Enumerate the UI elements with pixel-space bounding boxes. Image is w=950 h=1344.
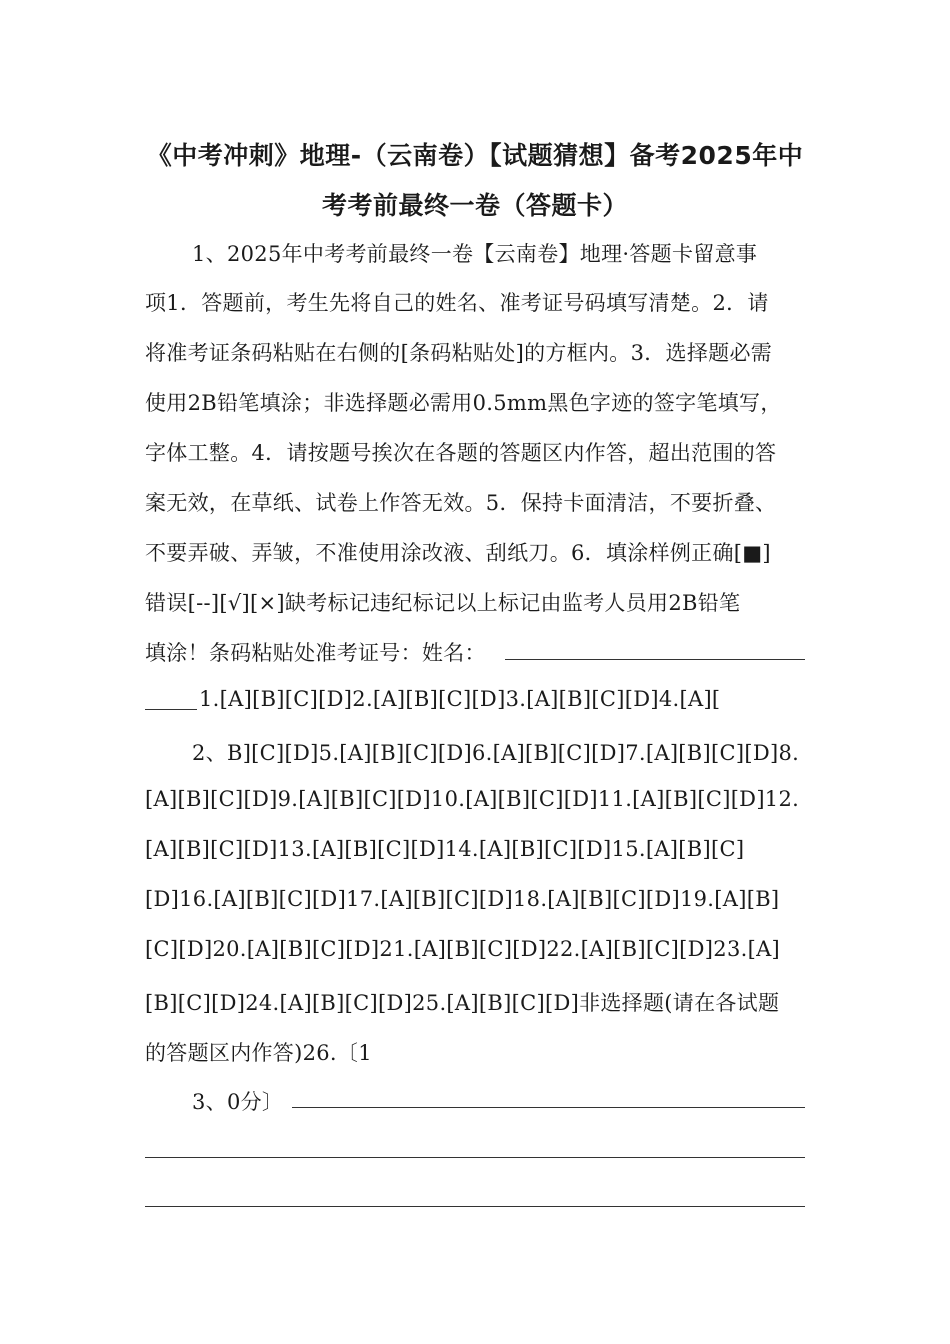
body-line: 1、2025年中考考前最终一卷【云南卷】地理·答题卡留意事	[192, 242, 758, 266]
body-line: 1.[A][B][C][D]2.[A][B][C][D]3.[A][B][C][D]4.[A][	[199, 687, 721, 711]
title-line-1: 《中考冲刺》地理-（云南卷）【试题猜想】备考2025年中	[146, 141, 804, 170]
body-line: 不要弄破、弄皱，不准使用涂改液、刮纸刀。6．填涂样例正确[■]	[145, 541, 771, 565]
body-line: 将准考证条码粘贴在右侧的[条码粘贴处]的方框内。3．选择题必需	[145, 341, 773, 365]
body-line: [A][B][C][D]13.[A][B][C][D]14.[A][B][C][D]15.[A][B][C]	[145, 837, 745, 861]
body-line: 2、B][C][D]5.[A][B][C][D]6.[A][B][C][D]7.[A][B][C][D]8.	[192, 741, 800, 765]
answer-blank-line[interactable]	[292, 1107, 805, 1108]
body-line: 案无效，在草纸、试卷上作答无效。5．保持卡面清洁，不要折叠、	[145, 491, 777, 515]
body-line: 错误[--][√][×]缺考标记违纪标记以上标记由监考人员用2B铅笔	[145, 591, 741, 615]
title-line-2: 考考前最终一卷（答题卡）	[321, 191, 628, 220]
answer-blank-line[interactable]	[145, 1157, 805, 1158]
name-blank-continued[interactable]	[145, 709, 197, 710]
body-line: 使用2B铅笔填涂；非选择题必需用0.5mm黑色字迹的签字笔填写，	[145, 391, 782, 415]
body-line: [B][C][D]24.[A][B][C][D]25.[A][B][C][D]非选择题(请在各试题	[145, 991, 780, 1015]
body-line: 字体工整。4．请按题号挨次在各题的答题区内作答，超出范围的答	[145, 441, 777, 465]
body-line: 填涂！条码粘贴处准考证号：姓名：	[145, 641, 486, 665]
body-line: [A][B][C][D]9.[A][B][C][D]10.[A][B][C][D]11.[A][B][C][D]12.	[145, 787, 800, 811]
name-blank[interactable]	[505, 659, 805, 660]
body-line: 的答题区内作答)26.〔1	[145, 1041, 372, 1065]
body-line: 3、0分〕	[192, 1090, 284, 1114]
answer-blank-line[interactable]	[145, 1206, 805, 1207]
body-line: [C][D]20.[A][B][C][D]21.[A][B][C][D]22.[A][B][C][D]23.[A]	[145, 937, 781, 961]
body-line: 项1．答题前，考生先将自己的姓名、准考证号码填写清楚。2．请	[145, 291, 769, 315]
body-line: [D]16.[A][B][C][D]17.[A][B][C][D]18.[A][B][C][D]19.[A][B]	[145, 887, 780, 911]
